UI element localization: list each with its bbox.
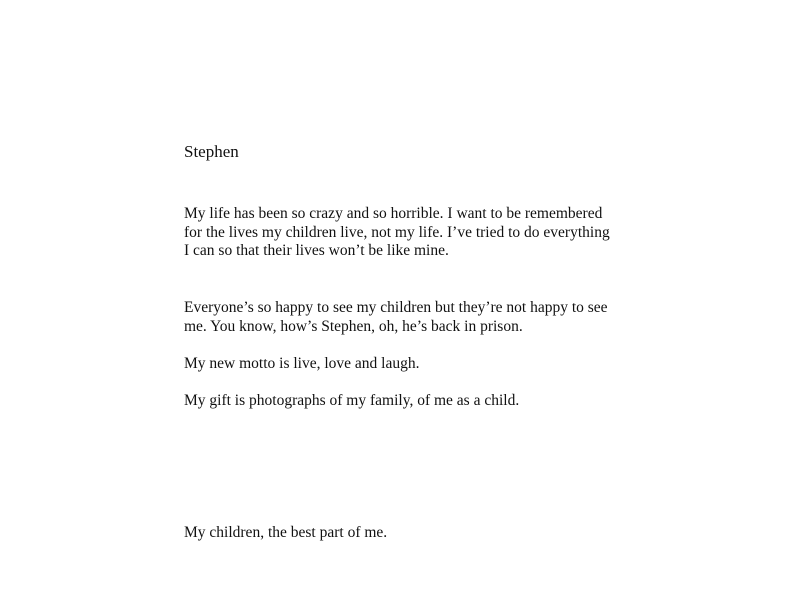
paragraph-3: My new motto is live, love and laugh. (184, 355, 420, 372)
paragraph-1: My life has been so crazy and so horrible. I want to be remembered for the lives my children live, not my life. I’ve tried to do everything I can so that their lives won’t be like mine. (184, 205, 610, 260)
closing-line: My children, the best part of me. (184, 524, 388, 541)
page-title: Stephen (184, 142, 239, 161)
paragraph-4: My gift is photographs of my family, of me as a child. (184, 392, 520, 409)
paragraph-2: Everyone’s so happy to see my children but they’re not happy to see me. You know, how’s Stephen, oh, he’s back in prison. (184, 299, 608, 335)
